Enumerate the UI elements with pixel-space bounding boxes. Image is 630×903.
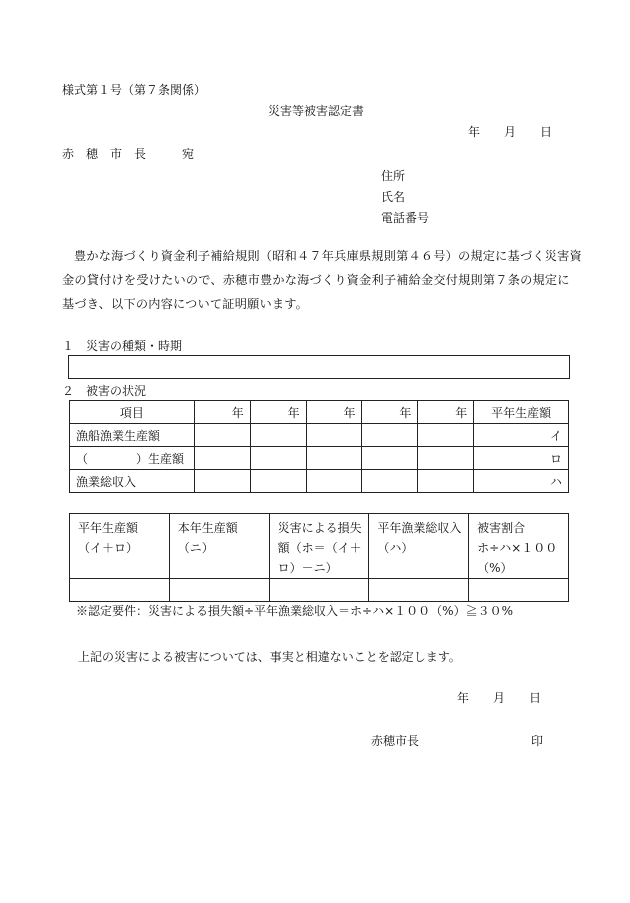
table-cell[interactable]: [250, 424, 306, 447]
table-row: [70, 470, 569, 493]
table-cell[interactable]: [269, 579, 369, 602]
table-row: [70, 447, 569, 470]
table-cell[interactable]: [369, 579, 469, 602]
table-cell[interactable]: [362, 470, 418, 493]
damage-table-header: [70, 401, 569, 424]
header-year: 年: [250, 401, 306, 424]
row-mark[interactable]: ロ: [474, 447, 569, 470]
certification-statement: 上記の災害による被害については、事実と相違ないことを認定します。: [78, 650, 461, 664]
table-cell[interactable]: [469, 579, 569, 602]
disaster-type-field[interactable]: [68, 355, 570, 379]
section1-label: １ 災害の種類・時期: [62, 339, 183, 353]
address-label: 住所: [381, 169, 406, 183]
header-year: 年: [194, 401, 250, 424]
table-cell[interactable]: [418, 424, 474, 447]
table-cell[interactable]: [169, 579, 269, 602]
header-normal-production: 平年生産額: [474, 401, 569, 424]
damage-table: [69, 400, 569, 493]
form-number: 様式第１号（第７条関係）: [62, 83, 207, 97]
signer-title: 赤穂市長: [371, 734, 420, 748]
table-row: [70, 424, 569, 447]
table-cell[interactable]: [418, 447, 474, 470]
section2-label: ２ 被害の状況: [62, 384, 147, 398]
table-cell[interactable]: [194, 424, 250, 447]
table-cell[interactable]: [362, 424, 418, 447]
header-damage-ratio: 被害割合 ホ÷ハ×１００ （%）: [469, 514, 569, 579]
row-item-label: 漁船漁業生産額: [70, 424, 195, 447]
header-year: 年: [418, 401, 474, 424]
requirement-note: ※認定要件：災害による損失額÷平年漁業総収入＝ホ÷ハ×１００（%）≧３０%: [76, 604, 513, 618]
header-date: 年 月 日: [468, 125, 553, 139]
header-current-production: 本年生産額（ニ）: [169, 514, 269, 579]
header-item: 項目: [70, 401, 195, 424]
header-normal-production-sum: 平年生産額 （イ＋ロ）: [70, 514, 170, 579]
table-cell[interactable]: [306, 447, 362, 470]
row-mark[interactable]: ハ: [474, 470, 569, 493]
table-cell[interactable]: [70, 579, 170, 602]
calc-table-header: [70, 514, 569, 579]
table-row: [70, 579, 569, 602]
certification-date: 年 月 日: [457, 691, 542, 705]
phone-label: 電話番号: [381, 211, 430, 225]
table-cell[interactable]: [418, 470, 474, 493]
header-disaster-loss: 災害による損失 額（ホ＝（イ＋ ロ）－ニ）: [269, 514, 369, 579]
name-label: 氏名: [381, 190, 406, 204]
row-mark[interactable]: イ: [474, 424, 569, 447]
table-cell[interactable]: [306, 470, 362, 493]
request-paragraph: 豊かな海づくり資金利子補給規則（昭和４７年兵庫県規則第４６号）の規定に基づく災害資金の貸付けを受けたいので、赤穂市豊かな海づくり資金利子補給金交付規則第７条の規定に基づき、以下の内容について証明願います。: [62, 249, 582, 311]
row-item-label: 漁業総収入: [70, 470, 195, 493]
seal-mark: 印: [531, 734, 544, 748]
table-cell[interactable]: [250, 470, 306, 493]
header-year: 年: [306, 401, 362, 424]
row-item-label: （ ）生産額: [70, 447, 195, 470]
table-cell[interactable]: [362, 447, 418, 470]
addressee: 赤 穂 市 長 宛: [62, 147, 195, 161]
table-cell[interactable]: [250, 447, 306, 470]
loss-calculation-table: [69, 513, 569, 602]
header-year: 年: [362, 401, 418, 424]
document-title: 災害等被害認定書: [268, 104, 365, 118]
table-cell[interactable]: [306, 424, 362, 447]
table-cell[interactable]: [194, 447, 250, 470]
table-cell[interactable]: [194, 470, 250, 493]
header-normal-fishery-income: 平年漁業総収入 （ハ）: [369, 514, 469, 579]
